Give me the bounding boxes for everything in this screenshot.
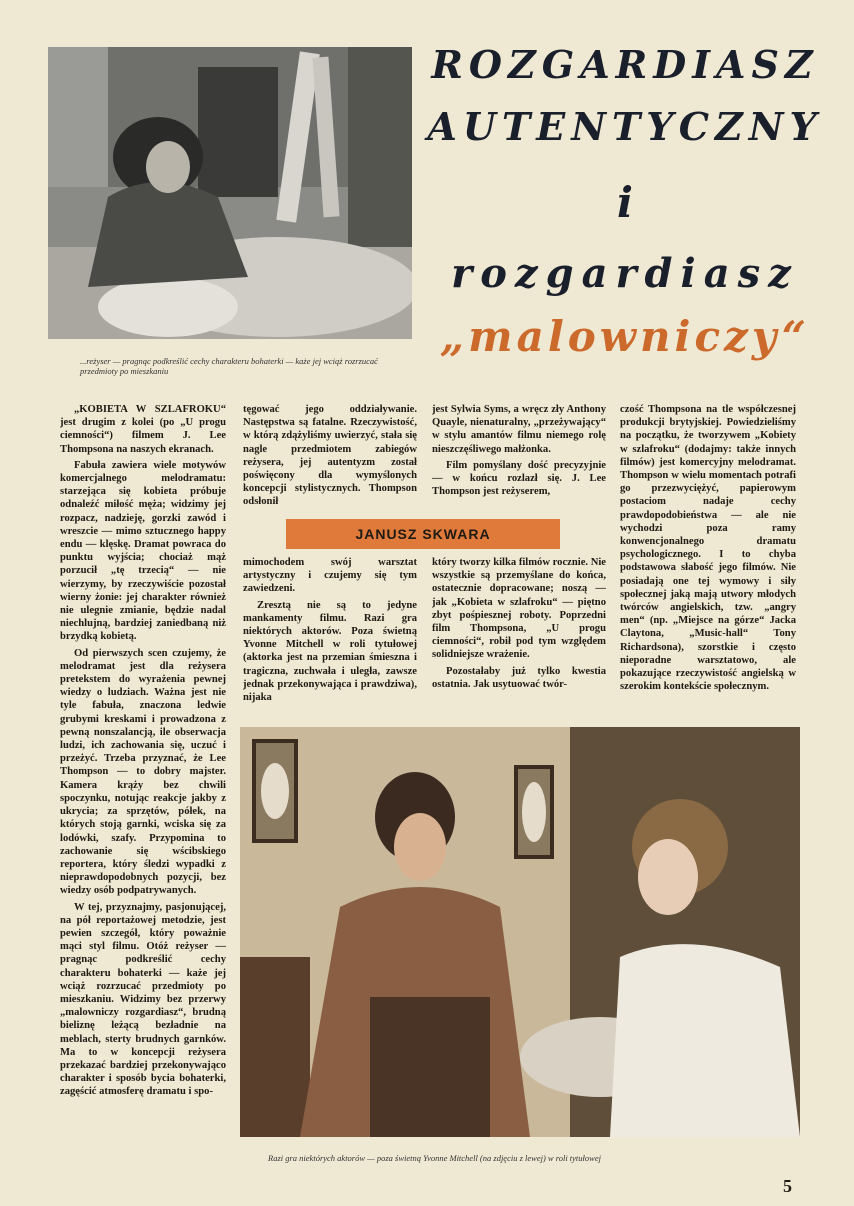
paragraph: Od pierwszych scen czujemy, że melodramat jest dla reżysera pretekstem do wyrażenia pewnej wiedzy o ludziach. Ważna jest nie tyle fabuła, znaczona ledwie grubymi kreskami i prowadzona z pewną nonszalancją, ile obserwacja ludzi, ich zachowania się, uczuć i przeżyć. Trzeba przyznać, że Lee Thompson — to dobry majster. Kamera krąży bez chwili spoczynku, notując reakcje jakby z ukrycia; za sprzętów, półek, na których stoją garnki, wciska się za lodówki, szafy. Przypomina to zachowanie się wścibskiego reportera, który śledzi wypadki z nieprawdopodobnych pozycji, bez wiedzy osób podpatrywanych. — [60, 647, 226, 897]
paragraph: mimochodem swój warsztat artystyczny i czujemy się tym zawiedzeni. — [243, 557, 417, 595]
title-line-3: i — [617, 178, 633, 227]
paragraph: Fabuła zawiera wiele motywów komercjalnego melodramatu: starzejąca się kobieta próbuje odnaleźć miłość męża; widzimy jej rozpacz, nadzieję, gorzki zawód i wreszcie — mimo sztucznego happy endu — klęskę. Dramat powraca do punktu wyjścia; chociaż mąż porzucił „tę trzecią“ — nie wierzymy, by rzeczywiście pozostał wierny żonie: jej charakter również nie ulegnie zmianie, będzie nadal niechlujną, bardziej zaniedbaną niż brzydką kobietą. — [60, 459, 226, 643]
paragraph: jest Sylwia Syms, a wręcz zły Anthony Quayle, nienaturalny, „przeżywający“ w stylu amantów filmu niemego rolę nieszczęśliwego małżonka. — [432, 404, 606, 455]
column-3-top — [432, 403, 606, 515]
column-2-top — [243, 403, 417, 515]
author-byline: JANUSZ SKWARA — [286, 519, 560, 549]
title-line-1: ROZGARDIASZ — [431, 42, 819, 87]
bottom-photo-caption: Razi gra niektórych aktorów — poza świetną Yvonne Mitchell (na zdjęciu z lewej) w roli tytułowej — [268, 1153, 601, 1163]
paragraph: który tworzy kilka filmów rocznie. Nie wszystkie są przemyślane do końca, ostatecznie dopracowane; noszą — jak „Kobieta w szlafroku“ — piętno zbyt pośpiesznej roboty. Poprzedni film Thompsona, „U progu ciemności“, robił pod tym względem solidniejsze wrażenie. — [432, 557, 606, 661]
page-number: 5 — [783, 1176, 792, 1196]
paragraph: „KOBIETA W SZLAFROKU“ jest drugim z kolei (po „U progu ciemności“) filmem J. Lee Thompsona na naszych ekranach. — [60, 404, 226, 455]
photo-woman-with-clothes — [48, 47, 412, 339]
title-line-4: rozgardiasz — [451, 250, 799, 297]
paragraph: W tej, przyznajmy, pasjonującej, na pół reportażowej metodzie, jest pewien szczegół, który poważnie mąci styl filmu. Otóż reżyser — pragnąc podkreślić cechy charakteru bohaterki — każe jej wciąż rozrzucać przedmioty po mieszkaniu. Widzimy bez przerwy „malowniczy rozgardiasz“, brudną bieliznę leżącą bezładnie na meblach, sterty brudnych garnków. Ma to w koncepcji reżysera przekazać bardziej przekonywająco charakter i sposób bycia bohaterki, zagęścić atmosferę dramatu i spo- — [60, 901, 226, 1098]
column-3-bottom — [432, 556, 606, 716]
column-1 — [60, 403, 226, 1163]
top-photo-caption: ...reżyser — pragnąc podkreślić cechy charakteru bohaterki — każe jej wciąż rozrzucać przedmioty po mieszkaniu — [80, 356, 378, 376]
photo-two-women — [240, 727, 800, 1137]
paragraph: Zresztą nie są to jedyne mankamenty filmu. Razi gra niektórych aktorów. Poza świetną Yvonne Mitchell w roli tytułowej (aktorka jest na przemian śmieszna i tragiczna, zuchwała i uległa, zawsze jednak przekonywająca i prawdziwa), nijaka — [243, 599, 417, 704]
column-4 — [620, 403, 796, 715]
paragraph: Film pomyślany dość precyzyjnie — w końcu rozlazł się. J. Lee Thompson jest reżyserem, — [432, 459, 606, 498]
title-line-5: „malowniczy“ — [440, 312, 810, 361]
paragraph: Pozostałaby już tylko kwestia ostatnia. Jak usytuować twór- — [432, 665, 606, 690]
column-2-bottom — [243, 556, 417, 716]
paragraph: tęgować jego oddziaływanie. Następstwa są fatalne. Rzeczywistość, w którą zdążyliśmy uwierzyć, stała się nagle przedmiotem zabiegów reżysera, jej autentyzm został poświęcony dla wymyślonych koncepcji stylistycznych. Thompson odsłonił — [243, 404, 417, 508]
paragraph: czość Thompsona na tle współczesnej produkcji brytyjskiej. Powiedzieliśmy na początku, że tworzywem „Kobiety w szlafroku“ (dodajmy: także innych filmów) jest komercyjny melodramat. Thompson w wielu momentach potrafi go przezwyciężyć, papierowym postaciom nadaje cechy prawdopodobieństwa — ale nie wychodzi poza ramy konwencjonalnego dramatu psychologicznego. I to chyba podstawowa słabość jego filmów. Nie posiadają one tej wymowy i siły społecznej jaką mają utwory młodych twórców angielskich, tzw. „angry men“ (np. „Miejsce na górze“ Jacka Claytona, „Music-hall“ Tony Richardsona), szorstkie i często nieporadne warsztatowo, ale pokazujące rzeczywistość angielską w szerokim kontekście społecznym. — [620, 404, 796, 693]
title-line-2: AUTENTYCZNY — [427, 104, 823, 149]
